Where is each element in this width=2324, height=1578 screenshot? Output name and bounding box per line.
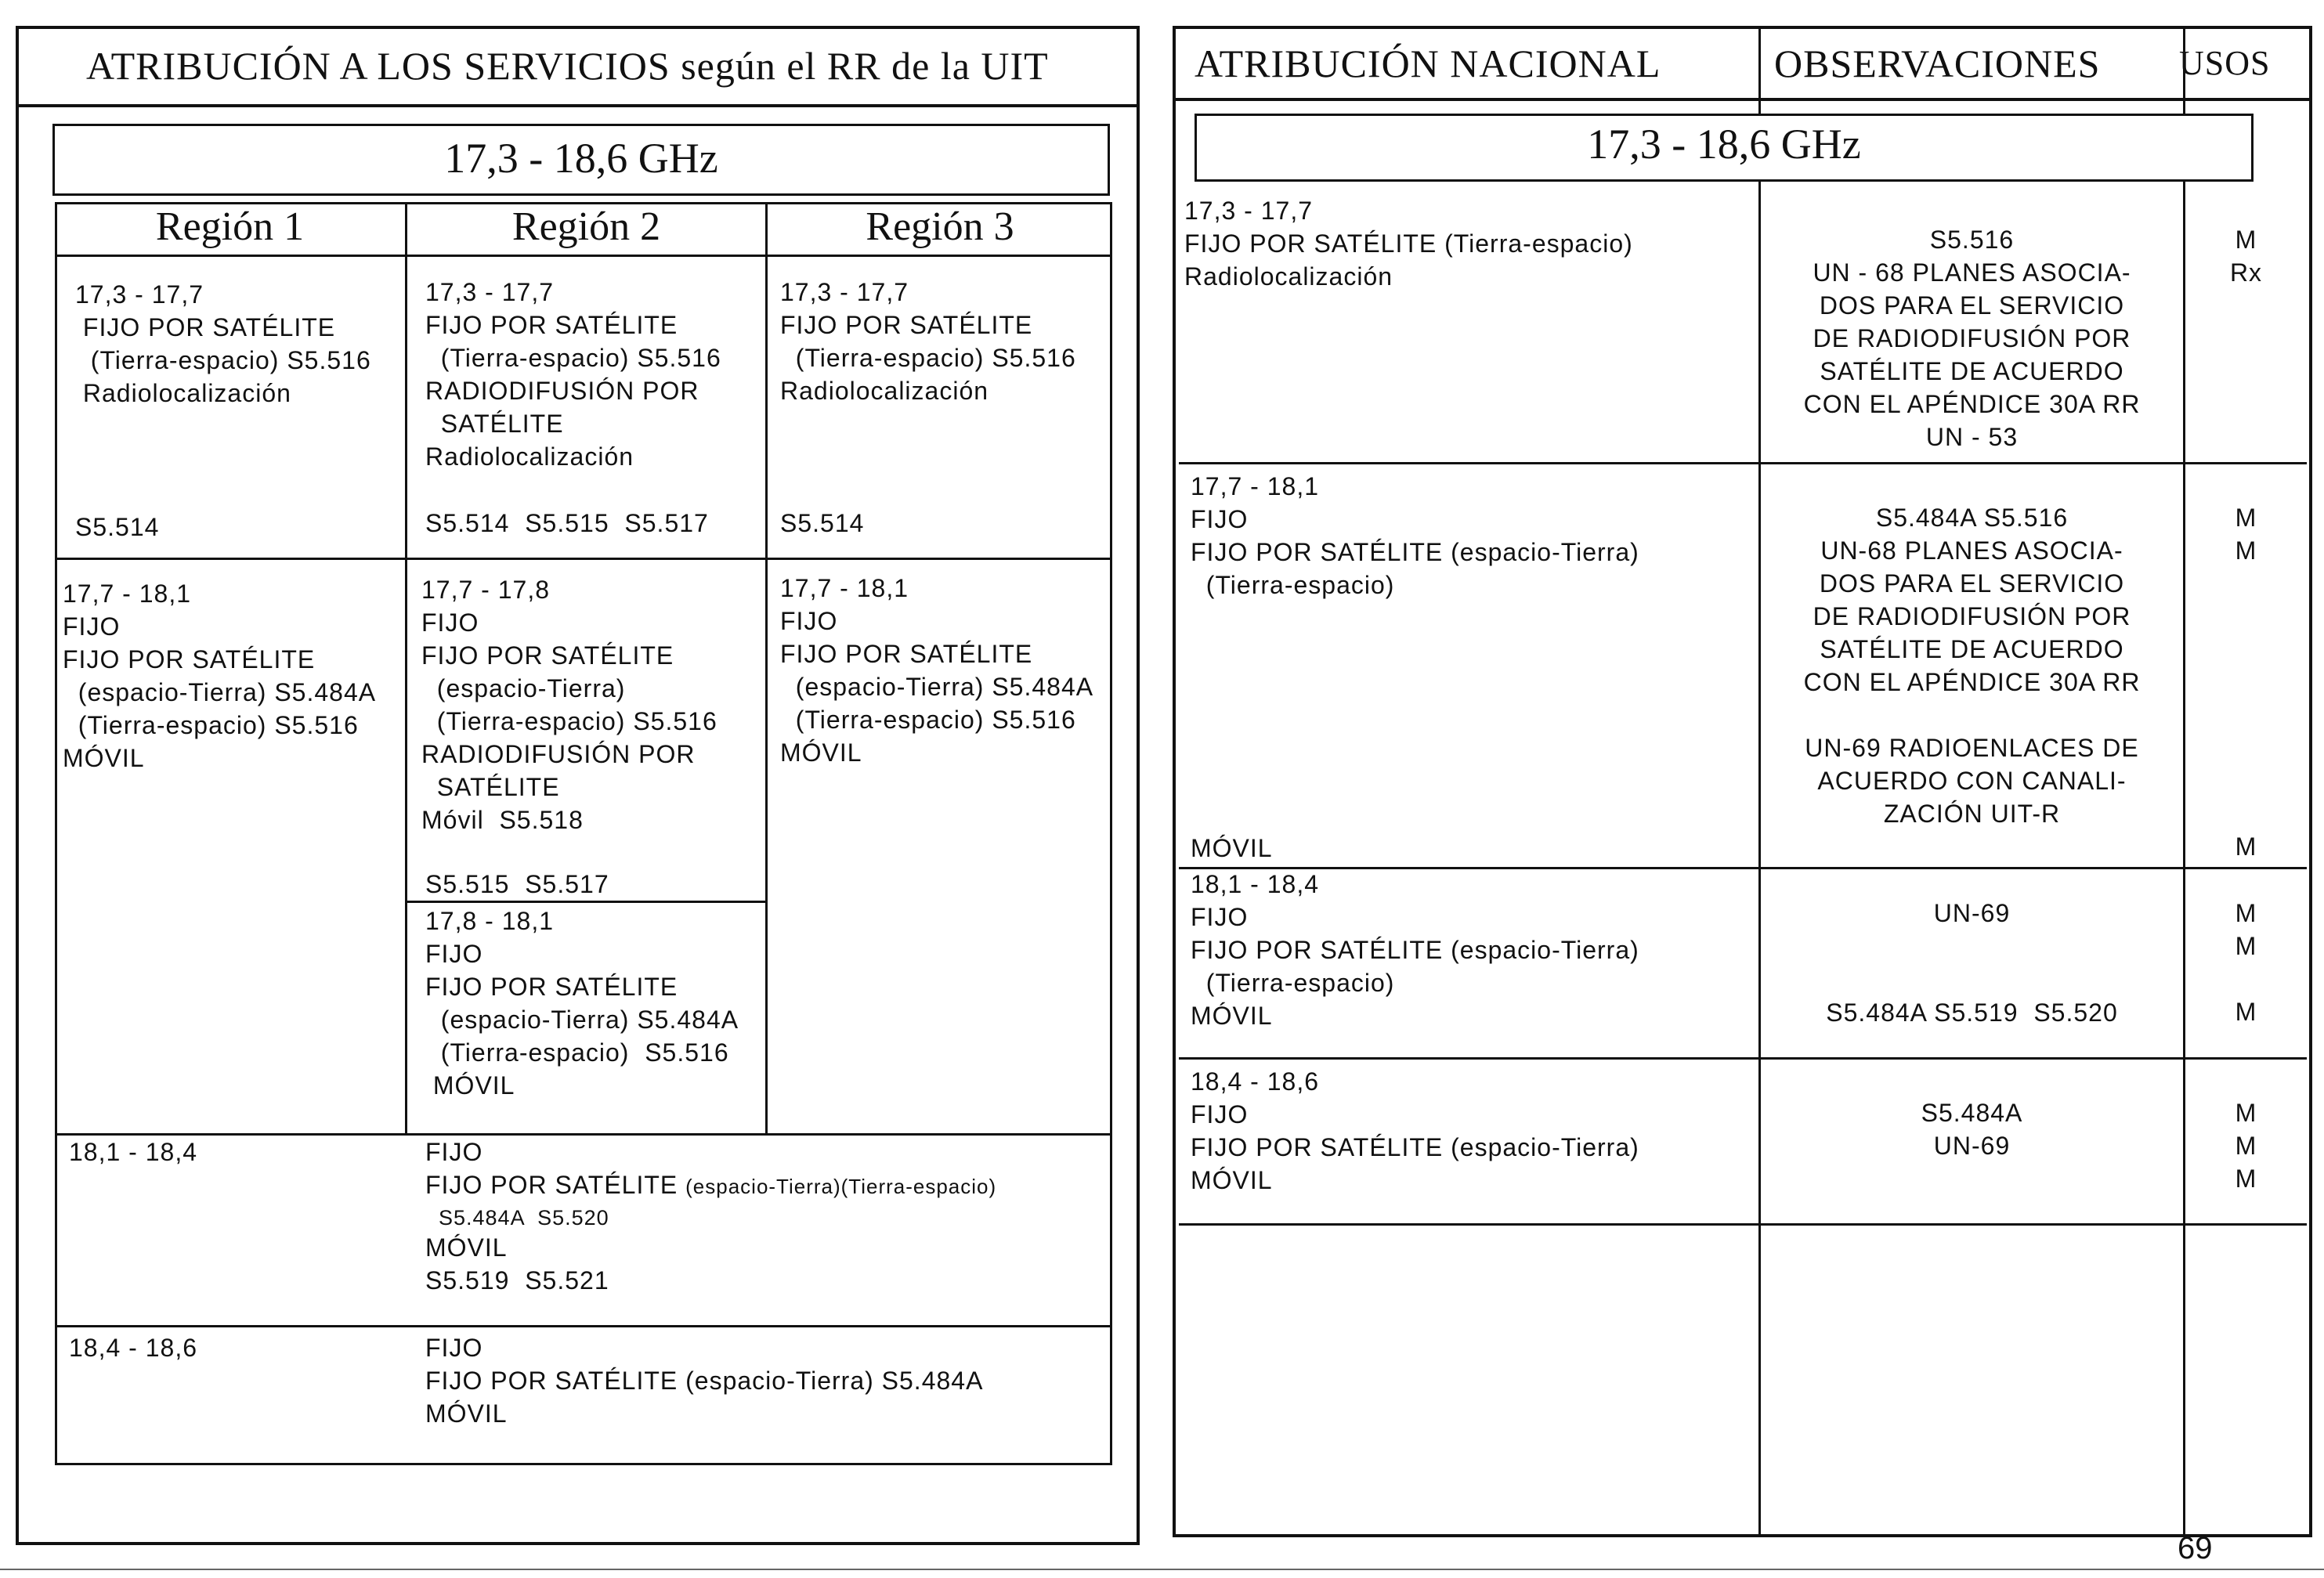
- row-divider-2: [55, 1133, 1112, 1136]
- left-frequency-band: [52, 124, 1110, 196]
- national-18-4-allocation: 18,4 - 18,6 FIJO FIJO POR SATÉLITE (espacio-Tierra) MÓVIL: [1191, 1067, 1639, 1194]
- national-18-1-usos: M M M: [2235, 899, 2257, 1026]
- region2-17-3-footnote: S5.514 S5.515 S5.517: [425, 509, 709, 537]
- right-header-divider: [1173, 98, 2312, 101]
- page-bottom-rule: [0, 1569, 2324, 1570]
- region1-17-3-footnote: S5.514: [75, 513, 160, 541]
- all-regions-18-1-line1: FIJO: [425, 1138, 483, 1166]
- col-divider-2: [765, 202, 768, 1134]
- region-3-header: Región 3: [866, 204, 1014, 249]
- right-row-divider-1: [1179, 462, 2307, 464]
- region1-17-3-cell: 17,3 - 17,7 FIJO POR SATÉLITE (Tierra-espacio) S5.516 Radiolocalización: [75, 280, 371, 407]
- all-regions-18-4-frequency: 18,4 - 18,6: [69, 1334, 197, 1362]
- national-18-1-observations-footnotes: S5.484A S5.519 S5.520: [1826, 998, 2118, 1027]
- all-regions-18-1-line3: S5.484A S5.520: [425, 1206, 609, 1230]
- usos-header: USOS: [2179, 44, 2271, 82]
- left-page-title: ATRIBUCIÓN A LOS SERVICIOS según el RR de la UIT: [86, 44, 1049, 88]
- national-18-4-observations: S5.484A UN-69: [1921, 1099, 2023, 1160]
- row-divider-sub: [407, 901, 768, 903]
- col-divider-1: [405, 202, 407, 1134]
- fss-label: FIJO POR SATÉLITE: [425, 1171, 686, 1199]
- national-allocation-header: ATRIBUCIÓN NACIONAL: [1195, 42, 1661, 85]
- region-1-header: Región 1: [155, 204, 305, 249]
- national-17-7-mobile: MÓVIL: [1191, 834, 1273, 862]
- row-divider-3: [55, 1325, 1112, 1327]
- national-17-7-allocation: 17,7 - 18,1 FIJO FIJO POR SATÉLITE (espacio-Tierra) (Tierra-espacio): [1191, 472, 1639, 599]
- right-row-divider-3: [1179, 1057, 2307, 1060]
- region2-17-8-cell: 17,8 - 18,1 FIJO FIJO POR SATÉLITE (espacio-Tierra) S5.484A (Tierra-espacio) S5.516 MÓVIL: [425, 907, 739, 1100]
- national-17-7-usos: M M: [2235, 504, 2257, 565]
- fss-direction-small: (espacio-Tierra)(Tierra-espacio): [685, 1175, 997, 1198]
- left-frequency-band-label: 17,3 - 18,6 GHz: [444, 135, 718, 182]
- region-2-header: Región 2: [511, 204, 661, 249]
- national-17-7-observations: S5.484A S5.516 UN-68 PLANES ASOCIA- DOS PARA EL SERVICIO DE RADIODIFUSIÓN POR SATÉLITE DE ACUERDO CON EL APÉNDICE 30A RR UN-69 RADIOENLACES DE ACUERDO CON CANALI- ZACIÓN UIT-R: [1803, 504, 2141, 828]
- region3-17-3-footnote: S5.514: [780, 509, 865, 537]
- right-row-divider-4: [1179, 1223, 2307, 1226]
- page-number: 69: [2178, 1531, 2213, 1565]
- region2-17-7-cell: 17,7 - 17,8 FIJO FIJO POR SATÉLITE (espacio-Tierra) (Tierra-espacio) S5.516 RADIODIFUSIÓN POR SATÉLITE Móvil S5.518: [421, 576, 717, 834]
- region2-17-3-cell: 17,3 - 17,7 FIJO POR SATÉLITE (Tierra-espacio) S5.516 RADIODIFUSIÓN POR SATÉLITE Radiolocalización: [425, 278, 721, 471]
- region1-17-7-cell: 17,7 - 18,1 FIJO FIJO POR SATÉLITE (espacio-Tierra) S5.484A (Tierra-espacio) S5.516 MÓVIL: [63, 580, 377, 772]
- national-18-4-usos: M M M: [2235, 1099, 2257, 1193]
- national-17-3-observations: S5.516 UN - 68 PLANES ASOCIA- DOS PARA EL SERVICIO DE RADIODIFUSIÓN POR SATÉLITE DE ACUERDO CON EL APÉNDICE 30A RR UN - 53: [1803, 226, 2141, 451]
- national-17-3-allocation: 17,3 - 17,7 FIJO POR SATÉLITE (Tierra-espacio) Radiolocalización: [1184, 197, 1633, 291]
- all-regions-18-4-body: FIJO FIJO POR SATÉLITE (espacio-Tierra) S5.484A MÓVIL: [425, 1334, 984, 1428]
- right-frequency-band-label: 17,3 - 18,6 GHz: [1587, 121, 1861, 168]
- national-18-1-allocation: 18,1 - 18,4 FIJO FIJO POR SATÉLITE (espacio-Tierra) (Tierra-espacio) MÓVIL: [1191, 870, 1639, 1030]
- all-regions-18-1-line4: MÓVIL S5.519 S5.521: [425, 1233, 609, 1295]
- national-17-7-usos-mobile: M: [2235, 832, 2257, 861]
- region-header-divider: [55, 255, 1112, 257]
- national-18-1-observations: UN-69: [1933, 899, 2011, 927]
- national-17-3-usos: M Rx: [2229, 226, 2263, 287]
- row-divider-1: [55, 558, 1112, 560]
- region3-17-7-cell: 17,7 - 18,1 FIJO FIJO POR SATÉLITE (espacio-Tierra) S5.484A (Tierra-espacio) S5.516 MÓVIL: [780, 574, 1094, 767]
- observations-header: OBSERVACIONES: [1774, 42, 2101, 85]
- all-regions-18-1-frequency: 18,1 - 18,4: [69, 1138, 197, 1166]
- region2-17-7-footnote: S5.515 S5.517: [425, 870, 609, 898]
- right-frequency-band: [1195, 114, 2254, 182]
- region3-17-3-cell: 17,3 - 17,7 FIJO POR SATÉLITE (Tierra-espacio) S5.516 Radiolocalización: [780, 278, 1076, 405]
- left-title-divider: [16, 104, 1140, 107]
- all-regions-18-1-line2: [425, 1168, 996, 1203]
